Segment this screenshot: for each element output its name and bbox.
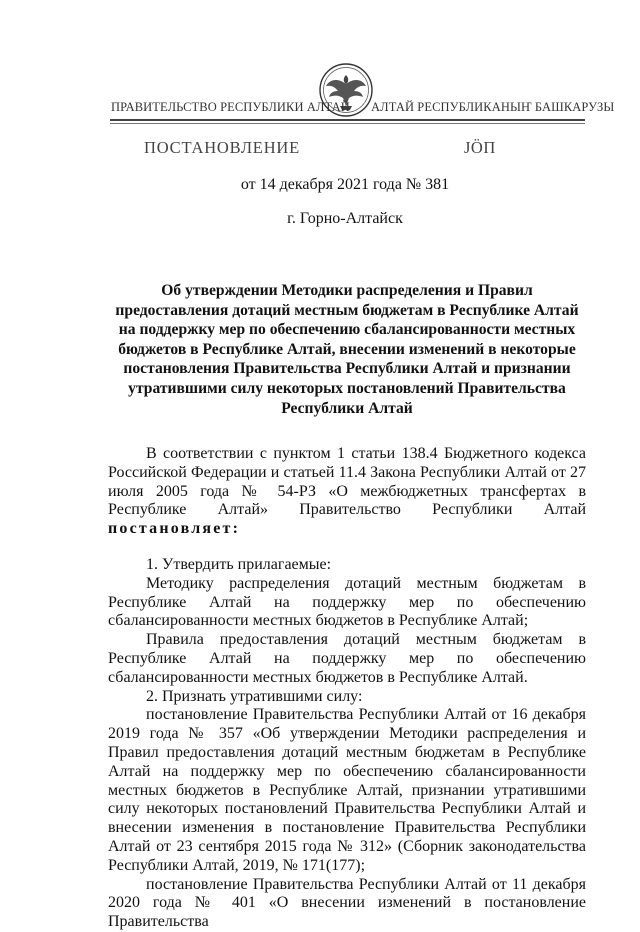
paragraph-item-2a: постановление Правительства Республики Алтай от 16 декабря 2019 года № 357 «Об утверждении Методики распределения и Правил предоставления дотаций местным бюджетам в Республике Алтай на поддержку мер по обеспечению сбалансированности местных бюджетов в Республике Алтай, признании утратившими силу некоторых постановлений Правительства Республики Алтай и внесении изменения в постановление Правительства Республики Алтай от 23 сентября 2015 года № 312» (Сборник законодательства Республики Алтай, 2019, № 171(177); bbox=[108, 706, 586, 874]
header-divider-thick bbox=[110, 119, 585, 121]
document-type-altai: ЈÖП bbox=[464, 138, 496, 157]
header-left-title: ПРАВИТЕЛЬСТВО РЕСПУБЛИКИ АЛТАЙ bbox=[111, 100, 350, 114]
paragraph-item-1: 1. Утвердить прилагаемые: bbox=[146, 555, 332, 573]
header-right-title: АЛТАЙ РЕСПУБЛИКАНЫҤ БАШКАРУЗЫ bbox=[371, 100, 615, 114]
paragraph-item-1a: Методику распределения дотаций местным бюджетам в Республике Алтай на поддержку мер по обеспечению сбалансированности местных бюджетов в Республике Алтай; bbox=[108, 574, 586, 630]
document-date-number: от 14 декабря 2021 года № 381 bbox=[240, 176, 450, 193]
document-type: ПОСТАНОВЛЕНИЕ bbox=[144, 138, 300, 157]
document-title: Об утверждении Методики распределения и Правил предоставления дотаций местным бюджетам в Республике Алтай на поддержку мер по обеспечению сбалансированности местных бюджетов в Республике Алтай, внесении изменений в некоторые постановления Правительства Республики Алтай и признании утратившими силу некоторых постановлений Правительства Республики Алтай bbox=[115, 282, 579, 417]
paragraph-item-2: 2. Признать утратившими силу: bbox=[146, 687, 363, 705]
paragraph-item-2b: постановление Правительства Республики Алтай от 11 декабря 2020 года № 401 «О внесении изменений в постановление Правительства bbox=[108, 875, 586, 931]
decree-word: постановляет: bbox=[108, 520, 241, 538]
intro-paragraph bbox=[108, 445, 586, 539]
header-divider-thin bbox=[110, 123, 585, 124]
document-body bbox=[108, 445, 586, 932]
paragraph-item-1b: Правила предоставления дотаций местным бюджетам в Республике Алтай на поддержку мер по обеспечению сбалансированности местных бюджетов в Республике Алтай. bbox=[108, 631, 586, 686]
document-city: г. Горно-Алтайск bbox=[287, 210, 403, 227]
intro-text: В соответствии с пунктом 1 статьи 138.4 Бюджетного кодекса Российской Федерации и статьей 11.4 Закона Республики Алтай от 27 июля 2005 года № 54-РЗ «О межбюджетных трансфертах в Республике Алтай» Правительство Республики Алтай bbox=[108, 445, 586, 519]
